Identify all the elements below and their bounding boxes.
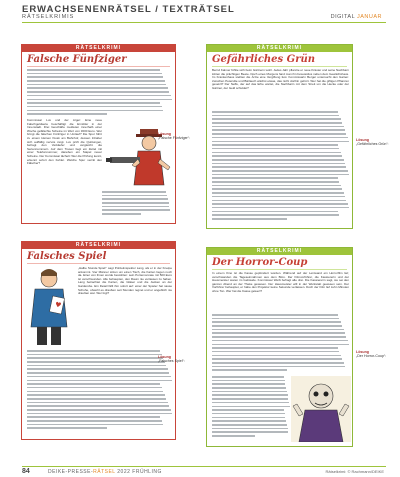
- solution-sidebar: [356, 350, 392, 359]
- text-line: [102, 209, 170, 211]
- text-line: [102, 191, 166, 193]
- story-text-lines: [27, 350, 172, 435]
- text-line: [212, 369, 287, 371]
- text-line: [212, 387, 286, 389]
- text-line: [27, 365, 166, 367]
- text-line: [27, 76, 163, 78]
- puzzle-card: [21, 241, 176, 440]
- text-line: [212, 111, 338, 113]
- puzzle-card: [206, 247, 353, 447]
- text-line: [212, 398, 288, 400]
- text-line: [212, 144, 338, 146]
- text-line: [212, 394, 288, 396]
- text-line: [102, 213, 141, 215]
- text-line: [102, 206, 169, 208]
- story-text: Bernd Kalmer fühlte sich beim Gärtnern wohl. Jedes Jahr pflanzte er neue Kräuter und seine Nachbarn lobten die prächtigen Beete. Doch eines Morgens fand man ihn bewusstlos neben dem Gewächshaus. Im Krankenhaus stellten die Ärzte eine Vergiftung fest. Kommissarin Berger untersucht den Garten: zwischen Petersilie und Bärlauch wächst etwas, das nicht dorthin gehört. Wer hat die giftigen Pflanzen gesetzt? Der Neffe, der auf das Erbe wartet, die Nachbarin mit dem Streit um die Hecke oder der Gärtner, der Geld schuldet?: [212, 69, 349, 90]
- text-line: [212, 332, 345, 334]
- solution-sidebar: [158, 355, 196, 364]
- text-line: [27, 80, 165, 82]
- svg-text:♥: ♥: [54, 300, 63, 310]
- story-text-lines-lower: [102, 191, 172, 219]
- text-line: [27, 106, 162, 108]
- title-underline: [212, 66, 347, 67]
- text-line: [27, 420, 162, 422]
- text-line: [27, 99, 172, 101]
- text-line: [212, 196, 345, 198]
- text-line: [212, 141, 349, 143]
- text-line: [212, 163, 345, 165]
- solution-sidebar: [158, 132, 196, 141]
- card-band: RÄTSELKRIMI: [22, 242, 175, 249]
- text-line: [212, 148, 339, 150]
- solution-label: Lösung: [356, 350, 369, 354]
- text-line: [27, 110, 163, 112]
- header-right-prefix: DIGITAL: [330, 14, 355, 20]
- text-line: [212, 406, 290, 408]
- footer-title-suffix: 2022 FRÜHLING: [115, 469, 162, 475]
- text-line: [27, 87, 168, 89]
- text-line: [212, 424, 287, 426]
- text-line: [212, 409, 284, 411]
- text-line: [212, 336, 346, 338]
- text-line: [212, 362, 344, 364]
- text-line: [212, 118, 341, 120]
- solution-title: „Falsche Fünfziger“:: [158, 136, 190, 141]
- text-line: [212, 347, 338, 349]
- text-line: [212, 340, 348, 342]
- text-line: [212, 358, 342, 360]
- text-line: [212, 122, 342, 124]
- text-line: [27, 387, 162, 389]
- text-line: [27, 361, 165, 363]
- detective-illustration: [102, 119, 172, 189]
- text-line: [212, 314, 338, 316]
- text-line: [212, 417, 285, 419]
- text-line: [27, 350, 160, 352]
- puzzle-card: [21, 44, 176, 224]
- text-line: [27, 394, 165, 396]
- text-line: [212, 211, 338, 213]
- story-text: „Halbe Stunde Spiel!“ sagt Polizeiinspektor Lang, als er in der Kneipe ankommt. Vier Männer sitzen um einen Tisch, die Karten liegen noch da. Einer von ihnen wurde bestohlen: sein Portemonnaie mit 500 Euro ist verschwunden. Alle behaupten, den Raum nie verlassen zu haben. Lang betrachtet die Karten, die Gläser und die Jacken an der Garderobe. Ein Detail fällt ihm sofort auf: einer der Spieler hat nasse Schuhe, obwohl es draußen seit Stunden regnet und er angeblich nie draußen war. Wer lügt?: [78, 267, 172, 296]
- card-title: Falsches Spiel: [27, 251, 107, 262]
- text-line: [27, 357, 163, 359]
- text-line: [27, 95, 171, 97]
- text-line: [27, 91, 169, 93]
- header-divider: [22, 22, 386, 23]
- text-line: [27, 398, 166, 400]
- text-line: [212, 192, 344, 194]
- section-subtitle: RÄTSELKRIMIS: [22, 14, 75, 20]
- text-line: [212, 203, 348, 205]
- text-line: [212, 188, 342, 190]
- solution-label: Lösung: [356, 138, 369, 142]
- text-line: [27, 409, 171, 411]
- solution-label: Lösung: [158, 132, 171, 136]
- solution-sidebar: [356, 138, 392, 147]
- text-line: [212, 129, 345, 131]
- text-line: [27, 424, 163, 426]
- story-text-lines: [27, 69, 172, 119]
- text-line: [212, 174, 349, 176]
- text-line: [27, 391, 163, 393]
- text-line: [102, 202, 169, 204]
- text-line: [212, 133, 346, 135]
- solution-title: „Der Horror-Coup“:: [356, 354, 387, 359]
- card-title: Gefährliches Grün: [212, 54, 316, 65]
- section-title: ERWACHSENENRÄTSEL / TEXTRÄTSEL: [22, 4, 235, 15]
- text-line: [27, 368, 168, 370]
- text-line: [212, 383, 285, 385]
- story-text-lines: [212, 111, 349, 223]
- text-line: [212, 155, 342, 157]
- text-line: [102, 198, 168, 200]
- footer-title-accent: RÄTSEL: [93, 469, 116, 475]
- title-underline: [27, 66, 170, 67]
- text-line: [27, 113, 107, 115]
- text-line: [212, 200, 346, 202]
- text-line: [212, 380, 285, 382]
- text-line: [212, 318, 339, 320]
- text-line: [27, 84, 166, 86]
- story-text: In einem Kino ist die Kasse geplündert worden. Während auf der Leinwand ein Horrorfilm lief, verschwanden die Tageseinnahmen aus dem Büro. Der Filmvorführer, die Kassiererin und der Hausmeister waren im Gebäude. Kommissar Weiß befragt alle drei. Die Kassiererin sagt, sie sei den ganzen Abend an der Theke gewesen. Der Hausmeister will in der Werkstatt gewesen sein. Der Vorführer behauptet, er habe den Projektor keine Sekunde verlassen. Doch der Film lief zehn Minuten ohne Ton. Wer hat die Kasse geleert?: [212, 272, 349, 293]
- footer-title: [48, 469, 162, 475]
- text-line: [212, 344, 349, 346]
- text-line: [27, 380, 172, 382]
- text-line: [27, 405, 169, 407]
- text-line: [212, 181, 339, 183]
- solution-label: Lösung: [158, 355, 171, 359]
- page-number: 84: [22, 468, 30, 475]
- text-line: [212, 351, 339, 353]
- title-underline: [212, 269, 347, 270]
- card-band: RÄTSELKRIMI: [207, 248, 352, 255]
- footer-credit: Rätselkrimi: © Rachmann/DEIKE: [325, 469, 384, 474]
- text-line: [212, 166, 346, 168]
- story-text-lines: [212, 314, 349, 374]
- solution-title: „Gefährliches Grün“:: [356, 142, 389, 147]
- text-line: [27, 354, 162, 356]
- text-line: [212, 431, 288, 433]
- text-line: [212, 137, 348, 139]
- text-line: [212, 329, 344, 331]
- text-line: [212, 355, 341, 357]
- text-line: [212, 170, 348, 172]
- text-line: [27, 372, 169, 374]
- card-band: RÄTSELKRIMI: [207, 45, 352, 52]
- text-line: [212, 428, 288, 430]
- footer-title-prefix: DEIKE-PRESSE-: [48, 469, 94, 475]
- text-line: [27, 69, 160, 71]
- text-line: [212, 177, 338, 179]
- text-line: [212, 159, 344, 161]
- page-header: [0, 0, 400, 24]
- footer-divider: [22, 466, 386, 467]
- text-line: [27, 402, 168, 404]
- story-text: Kommissar Lux und der Ärger: Eine neue Falschgeldserie beschäftigt die Ermittler in der Innenstadt. Drei Geschäfte meldeten innerhalb einer Woche gefälschte Scheine im Wert von 3000 Euro. Wer bringt die falschen Fünfziger in Umlauf? Die Spur führt zu einem kleinen Kiosk am Bahnhof, dessen Inhaber sich auffällig nervös zeigt. Lux prüft die Quittungen, befragt den Verkäufer und vergleicht die Seriennummern. Auf dem Tresen liegt ein Zettel mit einer Telefonnummer, daneben ein Stapel neuer Scheine. Der Kommissar lächelt: Wer die Prüfung kennt, erkennt sofort den Fehler. Welche Spur verrät den Fälscher?: [27, 119, 102, 166]
- text-line: [212, 218, 287, 220]
- text-line: [212, 413, 285, 415]
- text-line: [27, 413, 172, 415]
- text-line: [212, 207, 349, 209]
- text-line: [212, 325, 342, 327]
- story-text-lines-left: [212, 376, 290, 442]
- header-right-label: [331, 14, 382, 20]
- text-line: [212, 435, 255, 437]
- text-line: [27, 376, 171, 378]
- text-line: [212, 366, 345, 368]
- text-line: [212, 321, 341, 323]
- text-line: [212, 391, 287, 393]
- text-line: [27, 383, 160, 385]
- puzzle-card: [206, 44, 353, 229]
- page-footer: [0, 466, 400, 477]
- text-line: [212, 214, 339, 216]
- card-band: RÄTSELKRIMI: [22, 45, 175, 52]
- text-line: [212, 376, 284, 378]
- card-title: Der Horror-Coup: [212, 257, 308, 268]
- text-line: [212, 420, 286, 422]
- text-line: [27, 416, 160, 418]
- text-line: [27, 73, 162, 75]
- header-right-accent: JANUAR: [356, 14, 382, 20]
- card-game-illustration: [27, 267, 77, 347]
- text-line: [212, 115, 339, 117]
- card-title: Falsche Fünfziger: [27, 54, 127, 65]
- text-line: [102, 195, 167, 197]
- text-line: [27, 102, 160, 104]
- horror-illustration: [291, 376, 351, 442]
- text-line: [27, 427, 107, 429]
- text-line: [212, 126, 344, 128]
- title-underline: [27, 263, 170, 264]
- text-line: [212, 185, 341, 187]
- text-line: [212, 152, 341, 154]
- text-line: [212, 402, 289, 404]
- solution-title: „Falsches Spiel“:: [158, 359, 185, 364]
